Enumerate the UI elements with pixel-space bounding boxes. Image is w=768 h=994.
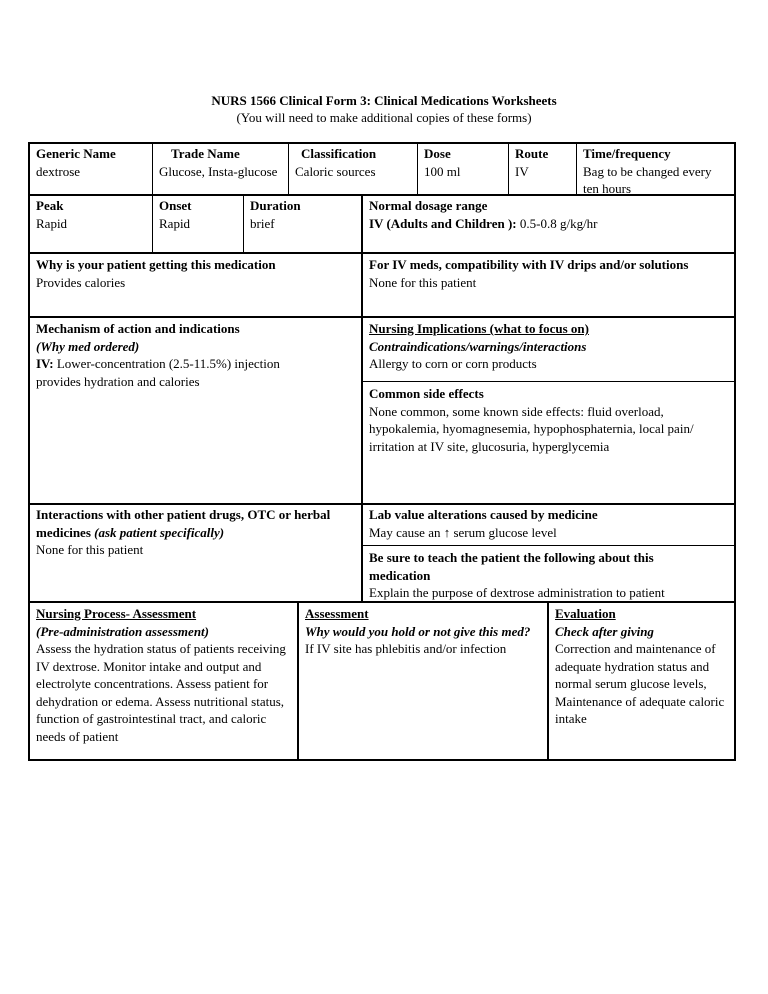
row-divider	[28, 316, 736, 318]
time-frequency-cell	[577, 144, 735, 199]
why-medication-cell	[30, 255, 361, 292]
mechanism-label: Mechanism of action and indications	[36, 321, 240, 336]
teach-patient-label: Be sure to teach the patient the following about this medication	[369, 550, 654, 583]
lab-values-label: Lab value alterations caused by medicine	[369, 507, 598, 522]
mechanism-value: Lower-concentration (2.5-11.5%) injection provides hydration and calories	[36, 356, 280, 389]
teach-patient-cell	[363, 548, 723, 603]
generic-name-value: dextrose	[36, 163, 81, 179]
duration-label: Duration	[250, 198, 301, 213]
evaluation-sub-label: Check after giving	[555, 623, 654, 639]
teach-patient-value: Explain the purpose of dextrose administration to patient	[369, 585, 665, 600]
why-medication-value: Provides calories	[36, 274, 126, 290]
page-title: NURS 1566 Clinical Form 3: Clinical Medications Worksheets	[211, 93, 557, 108]
normal-dosage-value: 0.5-0.8 g/kg/hr	[516, 215, 598, 231]
mechanism-iv-label: IV:	[36, 356, 54, 371]
assessment-value: If IV site has phlebitis and/or infection	[305, 641, 507, 656]
route-value: IV	[515, 163, 529, 179]
normal-dosage-label: Normal dosage range	[369, 198, 488, 213]
onset-cell	[153, 196, 243, 233]
lab-values-value: May cause an ↑ serum glucose level	[369, 524, 557, 540]
evaluation-label: Evaluation	[555, 606, 616, 621]
nursing-process-cell	[30, 604, 297, 746]
page-subtitle: (You will need to make additional copies of these forms)	[236, 110, 532, 125]
nursing-implications-cell	[363, 319, 735, 374]
interactions-cell	[30, 505, 348, 560]
row-divider	[28, 252, 736, 254]
route-label: Route	[515, 146, 549, 161]
assessment-label: Assessment	[305, 606, 369, 621]
nursing-implications-sub-label: Contraindications/warnings/interactions	[369, 338, 587, 354]
mechanism-cell	[30, 319, 330, 391]
assessment-sub-label: Why would you hold or not give this med?	[305, 623, 531, 639]
lab-values-cell	[363, 505, 735, 542]
nursing-process-label: Nursing Process- Assessment	[36, 606, 197, 621]
classification-value: Caloric sources	[295, 163, 376, 179]
nursing-process-value: Assess the hydration status of patients receiving IV dextrose. Monitor intake and output and electrolyte concentrations. Assess patient for dehydration or edema. Assess nutritional status, function of gastrointestinal tract, and caloric needs of patient	[36, 641, 286, 744]
nursing-implications-label: Nursing Implications (what to focus on)	[369, 321, 589, 336]
time-frequency-label: Time/frequency	[583, 146, 671, 161]
classification-cell	[289, 144, 417, 181]
interactions-label: Interactions with other patient drugs, OTC or herbal medicines	[36, 507, 331, 540]
peak-value: Rapid	[36, 215, 68, 231]
dose-value: 100 ml	[424, 163, 461, 179]
generic-name-label: Generic Name	[36, 146, 116, 161]
peak-cell	[30, 196, 152, 233]
assessment-cell	[299, 604, 547, 659]
classification-label: Classification	[301, 146, 377, 161]
why-medication-label: Why is your patient getting this medication	[36, 257, 276, 272]
row-divider	[361, 545, 736, 546]
peak-label: Peak	[36, 198, 64, 213]
normal-dosage-cell	[363, 196, 613, 233]
duration-cell	[244, 196, 361, 233]
interactions-sub-label: (ask patient specifically)	[94, 524, 225, 540]
iv-compatibility-cell	[363, 255, 735, 292]
duration-value: brief	[250, 215, 275, 231]
side-effects-cell	[363, 384, 723, 456]
onset-label: Onset	[159, 198, 192, 213]
side-effects-label: Common side effects	[369, 386, 484, 401]
nursing-implications-value: Allergy to corn or corn products	[369, 356, 537, 371]
normal-dosage-sub-label: IV (Adults and Children ):	[369, 215, 517, 231]
dose-cell	[418, 144, 508, 181]
dose-label: Dose	[424, 146, 451, 161]
evaluation-value: Correction and maintenance of adequate hydration status and normal serum glucose levels, Maintenance of adequate caloric intake	[555, 641, 725, 726]
interactions-value: None for this patient	[36, 542, 144, 557]
side-effects-value: None common, some known side effects: fluid overload, hypokalemia, hyomagnesemia, hypophosphaternia, local pain/ irritation at IV site, glucosuria, hyperglycemia	[369, 403, 694, 454]
iv-compatibility-value: None for this patient	[369, 274, 477, 290]
trade-name-cell	[153, 144, 288, 181]
evaluation-cell	[549, 604, 735, 729]
iv-compatibility-label: For IV meds, compatibility with IV drips and/or solutions	[369, 257, 689, 272]
route-cell	[509, 144, 576, 181]
generic-name-cell	[30, 144, 152, 181]
trade-name-value: Glucose, Insta-glucose	[159, 163, 278, 179]
onset-value: Rapid	[159, 215, 191, 231]
row-divider	[361, 381, 736, 382]
nursing-process-sub-label: (Pre-administration assessment)	[36, 623, 209, 639]
mechanism-sub-label: (Why med ordered)	[36, 338, 140, 354]
time-frequency-value: Bag to be changed every ten hours	[583, 163, 712, 196]
trade-name-label: Trade Name	[171, 146, 240, 161]
